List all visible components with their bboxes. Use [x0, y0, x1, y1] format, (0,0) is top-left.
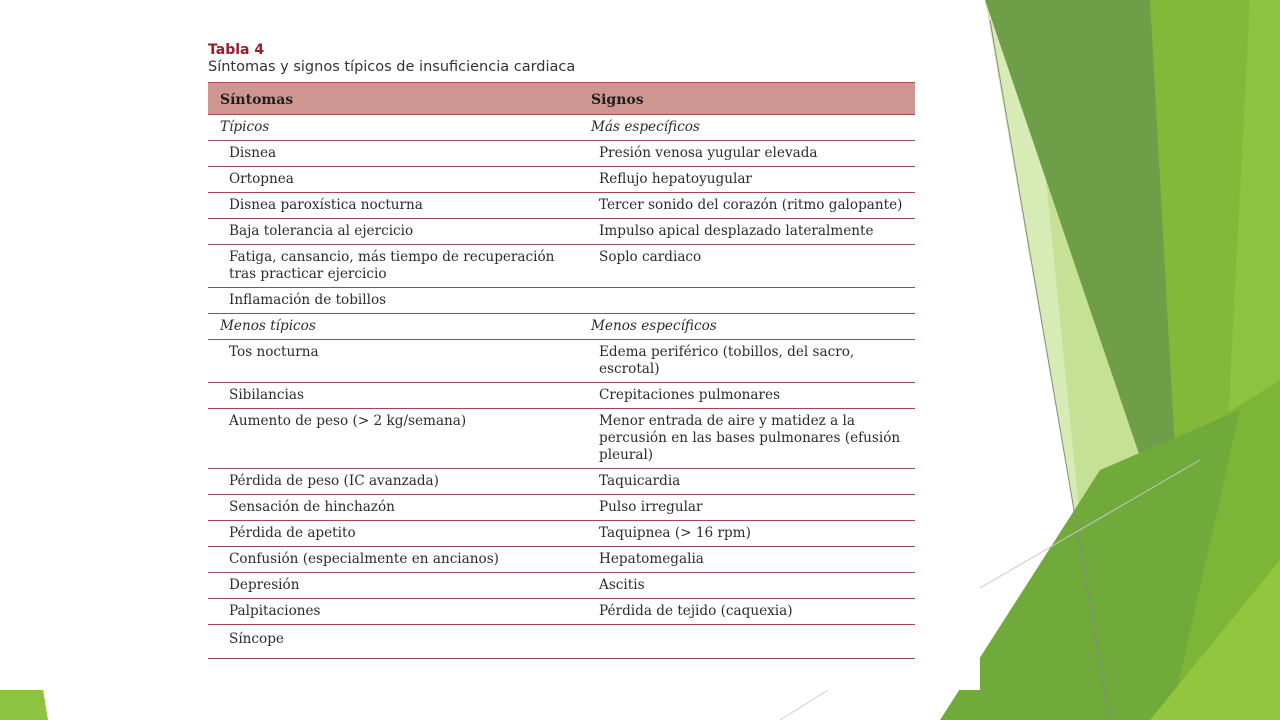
table-caption [208, 42, 916, 76]
table-title: Síntomas y signos típicos de insuficiencia cardiaca [208, 59, 576, 75]
section-row [208, 115, 915, 141]
sign-cell [583, 288, 915, 314]
table-row [208, 219, 915, 245]
sign-cell: Tercer sonido del corazón (ritmo galopante) [583, 193, 915, 219]
symptom-cell: Palpitaciones [208, 599, 583, 625]
header-signs: Signos [583, 83, 915, 115]
sign-cell: Presión venosa yugular elevada [583, 141, 915, 167]
table-body [208, 115, 915, 659]
sign-cell: Crepitaciones pulmonares [583, 383, 915, 409]
sign-cell: Edema periférico (tobillos, del sacro, escrotal) [583, 340, 915, 383]
symptom-section: Típicos [208, 115, 583, 141]
sign-cell: Pérdida de tejido (caquexia) [583, 599, 915, 625]
symptom-cell: Depresión [208, 573, 583, 599]
symptom-cell: Síncope [208, 625, 583, 659]
table-row [208, 167, 915, 193]
table-header [208, 83, 915, 115]
symptoms-signs-table [208, 82, 915, 659]
table-row [208, 521, 915, 547]
symptom-cell: Confusión (especialmente en ancianos) [208, 547, 583, 573]
table-row [208, 193, 915, 219]
symptom-cell: Sibilancias [208, 383, 583, 409]
table-row [208, 288, 915, 314]
symptom-cell: Disnea [208, 141, 583, 167]
sign-cell: Impulso apical desplazado lateralmente [583, 219, 915, 245]
symptom-cell: Baja tolerancia al ejercicio [208, 219, 583, 245]
symptom-cell: Disnea paroxística nocturna [208, 193, 583, 219]
sign-cell: Reflujo hepatoyugular [583, 167, 915, 193]
symptom-cell: Inflamación de tobillos [208, 288, 583, 314]
table-row [208, 495, 915, 521]
header-row [208, 83, 915, 115]
sign-section: Más específicos [583, 115, 915, 141]
symptom-cell: Sensación de hinchazón [208, 495, 583, 521]
table-row [208, 409, 915, 469]
sign-cell: Taquicardia [583, 469, 915, 495]
symptom-cell: Pérdida de peso (IC avanzada) [208, 469, 583, 495]
sign-cell: Taquipnea (> 16 rpm) [583, 521, 915, 547]
table-row [208, 547, 915, 573]
symptom-cell: Pérdida de apetito [208, 521, 583, 547]
symptom-cell: Tos nocturna [208, 340, 583, 383]
table-row [208, 245, 915, 288]
symptom-section: Menos típicos [208, 314, 583, 340]
sign-cell: Pulso irregular [583, 495, 915, 521]
symptom-cell: Aumento de peso (> 2 kg/semana) [208, 409, 583, 469]
sign-cell: Menor entrada de aire y matidez a la percusión en las bases pulmonares (efusión pleural) [583, 409, 915, 469]
sign-cell: Hepatomegalia [583, 547, 915, 573]
table-row [208, 625, 915, 659]
sign-section: Menos específicos [583, 314, 915, 340]
table-row [208, 340, 915, 383]
table-row [208, 141, 915, 167]
sign-cell [583, 625, 915, 659]
table-row [208, 469, 915, 495]
table-row [208, 599, 915, 625]
sign-cell: Soplo cardiaco [583, 245, 915, 288]
section-row [208, 314, 915, 340]
symptom-cell: Ortopnea [208, 167, 583, 193]
table-number: Tabla 4 [208, 42, 265, 58]
sign-cell: Ascitis [583, 573, 915, 599]
header-symptoms: Síntomas [208, 83, 583, 115]
table-row [208, 573, 915, 599]
table-row [208, 383, 915, 409]
symptom-cell: Fatiga, cansancio, más tiempo de recuperación tras practicar ejercicio [208, 245, 583, 288]
